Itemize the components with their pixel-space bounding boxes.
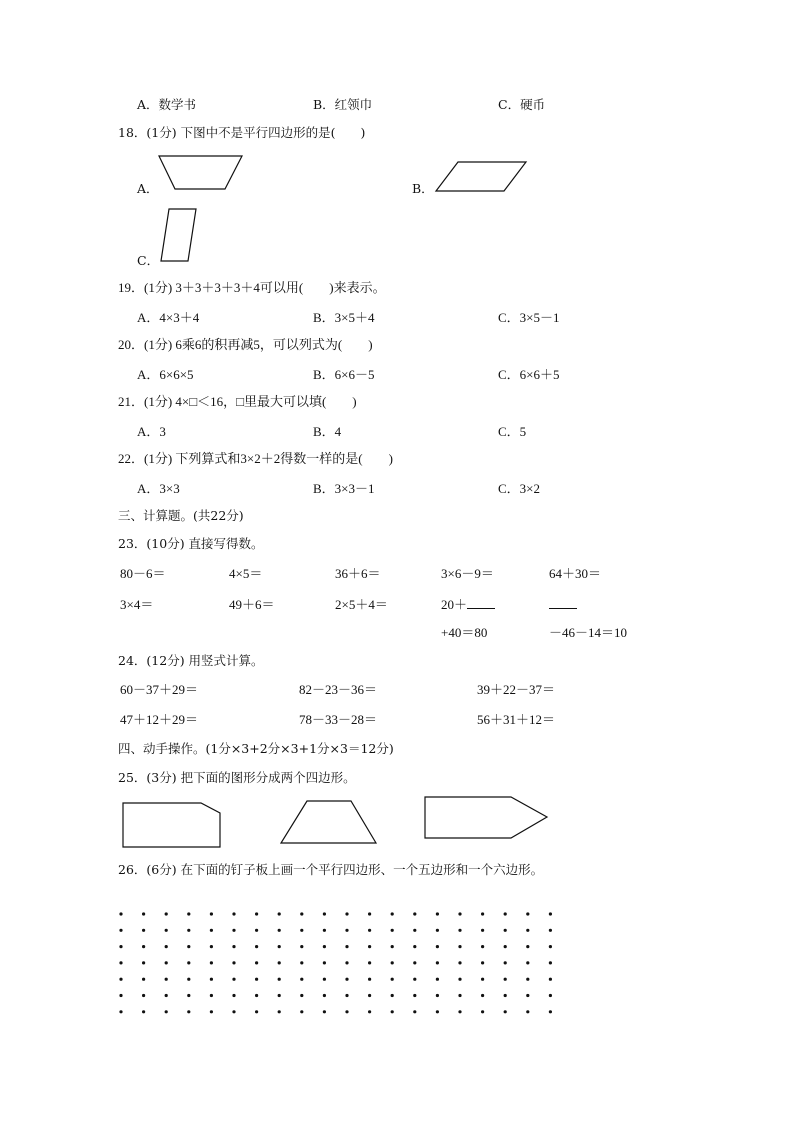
peg-dot [165, 978, 168, 981]
peg-dot [391, 945, 394, 948]
q20-stem: 20．(1分) 6乘6的积再减5，可以列式为( ) [118, 337, 373, 352]
peg-dot [504, 1010, 507, 1013]
peg-dot [210, 994, 213, 997]
peg-dot [255, 978, 258, 981]
peg-dot [210, 961, 213, 964]
peg-dot [232, 961, 235, 964]
peg-dot [323, 912, 326, 915]
q21-option-a: A．3 [137, 424, 166, 439]
answer-blank[interactable] [549, 597, 577, 609]
peg-dot [391, 1010, 394, 1013]
peg-dot [165, 994, 168, 997]
peg-dot [300, 929, 303, 932]
peg-dot [232, 978, 235, 981]
peg-dot [458, 978, 461, 981]
q24-problem: 82－23－36＝ [299, 682, 378, 697]
peg-dot [323, 978, 326, 981]
q18-label-a: A． [137, 181, 159, 196]
peg-dot [119, 912, 122, 915]
q19-option-a: A．4×3＋4 [137, 310, 200, 325]
peg-dot [300, 994, 303, 997]
peg-dot [255, 912, 258, 915]
peg-dot [368, 1010, 371, 1013]
peg-dot [458, 929, 461, 932]
peg-dot [255, 945, 258, 948]
peg-dot [481, 978, 484, 981]
peg-dot [458, 994, 461, 997]
q24-stem: 24．(12分) 用竖式计算。 [118, 653, 264, 668]
q23-problem: 2×5＋4＝ [335, 597, 388, 612]
peg-dot [481, 912, 484, 915]
peg-dot [187, 929, 190, 932]
peg-dot [504, 978, 507, 981]
q23-problem: 3×4＝ [120, 597, 154, 612]
peg-dot [549, 1010, 552, 1013]
peg-dot [187, 912, 190, 915]
q19-option-b: B．3×5＋4 [313, 310, 375, 325]
peg-dot [368, 929, 371, 932]
peg-dot [368, 961, 371, 964]
q24-problem: 56＋31＋12＝ [477, 712, 556, 727]
peg-dot [526, 912, 529, 915]
q17-option-b: B．红领巾 [313, 97, 373, 112]
peg-dot [187, 945, 190, 948]
peg-dot [232, 912, 235, 915]
q20-option-b: B．6×6－5 [313, 367, 375, 382]
q22-option-b: B．3×3－1 [313, 481, 375, 496]
q19-option-c: C．3×5－1 [498, 310, 560, 325]
peg-dot [481, 994, 484, 997]
q22-option-a: A．3×3 [137, 481, 180, 496]
peg-dot [504, 994, 507, 997]
peg-dot [142, 961, 145, 964]
q17-option-c: C．硬币 [498, 97, 546, 112]
peg-dot [368, 945, 371, 948]
peg-dot [436, 978, 439, 981]
q23-problem: －46－14＝10 [549, 625, 628, 640]
q24-problem: 60－37＋29＝ [120, 682, 199, 697]
peg-dot [300, 978, 303, 981]
peg-dot [232, 1010, 235, 1013]
peg-dot [413, 994, 416, 997]
peg-dot [391, 978, 394, 981]
peg-dot [255, 1010, 258, 1013]
peg-dot [119, 961, 122, 964]
peg-dot [142, 912, 145, 915]
slanted-parallelogram-figure [158, 207, 200, 265]
pentagon-cut-corner-figure [121, 801, 224, 850]
peg-dot [300, 912, 303, 915]
peg-dot [165, 1010, 168, 1013]
peg-dot [549, 994, 552, 997]
q23-problem [549, 597, 577, 613]
q24-problem: 39＋22－37＝ [477, 682, 556, 697]
q21-stem: 21．(1分) 4×□＜16，□里最大可以填( ) [118, 394, 357, 409]
arrow-pentagon-figure [423, 795, 550, 841]
peg-dot [413, 945, 416, 948]
peg-dot [481, 945, 484, 948]
q23-problem: 64＋30＝ [549, 566, 602, 581]
peg-dot [278, 1010, 281, 1013]
peg-dot [255, 929, 258, 932]
q21-option-b: B．4 [313, 424, 342, 439]
section-3-heading: 三、计算题。(共22分) [118, 508, 244, 523]
peg-dot [255, 961, 258, 964]
q17-option-a: A．数学书 [137, 97, 197, 112]
peg-dot [436, 961, 439, 964]
q23-problem: 49＋6＝ [229, 597, 275, 612]
peg-dot [165, 929, 168, 932]
peg-dot [142, 929, 145, 932]
q21-option-c: C．5 [498, 424, 527, 439]
peg-dot [323, 1010, 326, 1013]
peg-dot [278, 961, 281, 964]
peg-dot [345, 978, 348, 981]
peg-dot [345, 1010, 348, 1013]
peg-dot [142, 994, 145, 997]
peg-dot [526, 978, 529, 981]
peg-dot [458, 1010, 461, 1013]
peg-dot [278, 912, 281, 915]
peg-dot [391, 961, 394, 964]
peg-dot [526, 1010, 529, 1013]
peg-dot [165, 945, 168, 948]
peg-dot [187, 994, 190, 997]
peg-dot [436, 1010, 439, 1013]
peg-dot [119, 945, 122, 948]
q23-stem: 23．(10分) 直接写得数。 [118, 536, 264, 551]
peg-dot [210, 912, 213, 915]
peg-dot [549, 961, 552, 964]
peg-dot [278, 994, 281, 997]
trapezoid-figure [158, 154, 244, 192]
peg-dot [278, 978, 281, 981]
peg-dot [368, 978, 371, 981]
peg-dot [119, 1010, 122, 1013]
peg-dot [549, 929, 552, 932]
peg-dot [278, 929, 281, 932]
peg-dot [549, 945, 552, 948]
peg-dot [436, 945, 439, 948]
q18-label-b: B． [412, 181, 434, 196]
q18-label-c: C． [137, 253, 160, 268]
peg-dot [413, 1010, 416, 1013]
peg-dot [345, 961, 348, 964]
q24-problem: 47＋12＋29＝ [120, 712, 199, 727]
peg-dot [481, 929, 484, 932]
peg-dot [210, 1010, 213, 1013]
q20-option-c: C．6×6＋5 [498, 367, 560, 382]
peg-dot [142, 945, 145, 948]
peg-dot [436, 929, 439, 932]
parallelogram-figure [434, 159, 530, 195]
section-4-heading: 四、动手操作。(1分×3+2分×3+1分×3＝12分) [118, 741, 394, 756]
peg-dot [323, 945, 326, 948]
peg-dot [119, 994, 122, 997]
peg-dot [391, 929, 394, 932]
peg-dot [413, 978, 416, 981]
peg-dot [119, 978, 122, 981]
peg-dot [413, 912, 416, 915]
peg-dot [119, 929, 122, 932]
peg-dot [323, 929, 326, 932]
peg-dot [413, 929, 416, 932]
q24-problem: 78－33－28＝ [299, 712, 378, 727]
q26-stem: 26．(6分) 在下面的钉子板上画一个平行四边形、一个五边形和一个六边形。 [118, 862, 544, 877]
peg-dot [300, 1010, 303, 1013]
peg-dot [504, 929, 507, 932]
q22-option-c: C．3×2 [498, 481, 541, 496]
peg-dot [413, 961, 416, 964]
peg-dot [345, 912, 348, 915]
peg-dot [323, 994, 326, 997]
peg-dot [232, 945, 235, 948]
peg-dot [436, 994, 439, 997]
q20-option-a: A．6×6×5 [137, 367, 194, 382]
q23-problem [441, 597, 495, 613]
peg-dot [255, 994, 258, 997]
trapezoid-figure [279, 799, 379, 846]
peg-dot [549, 978, 552, 981]
peg-dot [391, 994, 394, 997]
peg-dot [300, 961, 303, 964]
peg-dot [187, 1010, 190, 1013]
peg-dot [526, 994, 529, 997]
peg-dot [165, 961, 168, 964]
peg-dot [345, 929, 348, 932]
peg-dot [210, 978, 213, 981]
peg-dot [458, 945, 461, 948]
peg-dot [232, 994, 235, 997]
peg-dot [549, 912, 552, 915]
q23-problem-text: 20＋ [441, 597, 468, 612]
q25-stem: 25．(3分) 把下面的图形分成两个四边形。 [118, 770, 356, 785]
peg-dot [210, 929, 213, 932]
q23-problem: 3×6－9＝ [441, 566, 494, 581]
peg-dot [526, 929, 529, 932]
peg-dot [345, 945, 348, 948]
peg-dot [210, 945, 213, 948]
peg-dot [187, 961, 190, 964]
peg-dot [323, 961, 326, 964]
q19-stem: 19．(1分) 3＋3＋3＋3＋4可以用( )来表示。 [118, 280, 386, 295]
peg-dot [187, 978, 190, 981]
peg-dot [232, 929, 235, 932]
q23-problem: 36＋6＝ [335, 566, 381, 581]
q23-problem: 4×5＝ [229, 566, 263, 581]
peg-dot [458, 961, 461, 964]
peg-dot [300, 945, 303, 948]
peg-dot [436, 912, 439, 915]
peg-dot [504, 912, 507, 915]
answer-blank[interactable] [467, 597, 495, 609]
peg-dot [504, 945, 507, 948]
peg-dot [526, 961, 529, 964]
peg-dot [165, 912, 168, 915]
peg-dot [278, 945, 281, 948]
q23-problem: +40＝80 [441, 625, 488, 640]
peg-dot [368, 994, 371, 997]
peg-dot [391, 912, 394, 915]
q18-stem: 18．(1分) 下图中不是平行四边形的是( ) [118, 125, 366, 140]
peg-dot [368, 912, 371, 915]
pegboard-dot-grid[interactable] [118, 910, 568, 1016]
peg-dot [345, 994, 348, 997]
peg-dot [142, 978, 145, 981]
peg-dot [526, 945, 529, 948]
peg-dot [481, 961, 484, 964]
q23-problem: 80－6＝ [120, 566, 166, 581]
peg-dot [142, 1010, 145, 1013]
peg-dot [504, 961, 507, 964]
q22-stem: 22．(1分) 下列算式和3×2＋2得数一样的是( ) [118, 451, 393, 466]
peg-dot [481, 1010, 484, 1013]
peg-dot [458, 912, 461, 915]
